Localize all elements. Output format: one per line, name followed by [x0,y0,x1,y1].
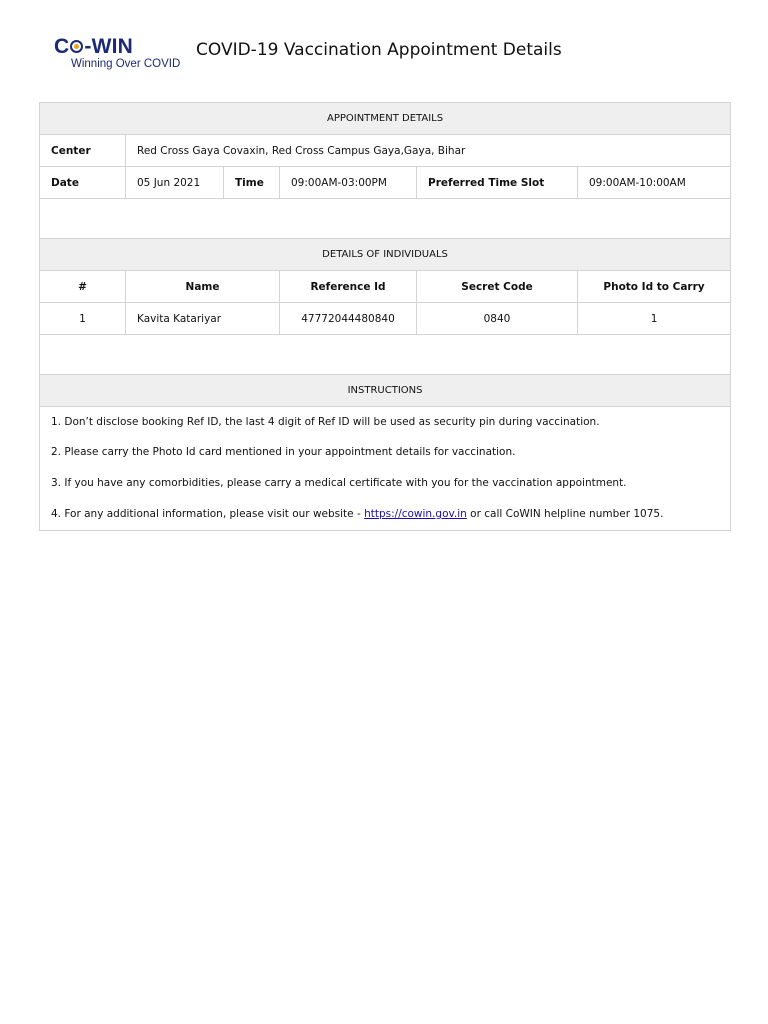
row-number: 1 [40,303,126,335]
column-header: Photo Id to Carry [578,271,731,303]
center-label: Center [40,135,126,167]
beneficiary-name: Kavita Katariyar [126,303,280,335]
instruction-item: 1. Don’t disclose booking Ref ID, the last 4 digit of Ref ID will be used as security pin during vaccination. [40,407,731,438]
instruction-item [40,498,731,530]
instruction-item: 3. If you have any comorbidities, please carry a medical certificate with you for the vaccination appointment. [40,468,731,499]
column-header: Name [126,271,280,303]
date-value: 05 Jun 2021 [126,167,224,199]
secret-code: 0840 [417,303,578,335]
column-header: Secret Code [417,271,578,303]
instructions-section-title: INSTRUCTIONS [40,375,731,407]
table-row [40,303,731,335]
logo-tagline: Winning Over COVID [71,58,181,70]
appointment-table [39,102,731,531]
preferred-slot-value: 09:00AM-10:00AM [578,167,731,199]
instruction-text: 4. For any additional information, please visit our website - [51,507,365,520]
instruction-item: 2. Please carry the Photo Id card mentioned in your appointment details for vaccination. [40,437,731,468]
spacer-row [40,199,731,239]
appointment-section-title: APPOINTMENT DETAILS [40,103,731,135]
time-label: Time [224,167,280,199]
time-value: 09:00AM-03:00PM [280,167,417,199]
center-row [40,135,731,167]
page-title: COVID-19 Vaccination Appointment Details [196,40,562,60]
preferred-slot-label: Preferred Time Slot [417,167,578,199]
photo-id-to-carry: 1 [578,303,731,335]
instruction-text: or call CoWIN helpline number 1075. [466,507,664,520]
individuals-section-title: DETAILS OF INDIVIDUALS [40,239,731,271]
spacer-row [40,335,731,375]
column-header: # [40,271,126,303]
individuals-header-row [40,271,731,303]
reference-id: 47772044480840 [280,303,417,335]
cowin-logo [54,36,184,76]
center-value: Red Cross Gaya Covaxin, Red Cross Campus Gaya,Gaya, Bihar [126,135,731,167]
column-header: Reference Id [280,271,417,303]
logo-ring-icon [70,40,83,53]
logo-wordmark: C -WIN [54,35,133,58]
date-row [40,167,731,199]
cowin-website-link[interactable]: https://cowin.gov.in [364,507,467,520]
date-label: Date [40,167,126,199]
